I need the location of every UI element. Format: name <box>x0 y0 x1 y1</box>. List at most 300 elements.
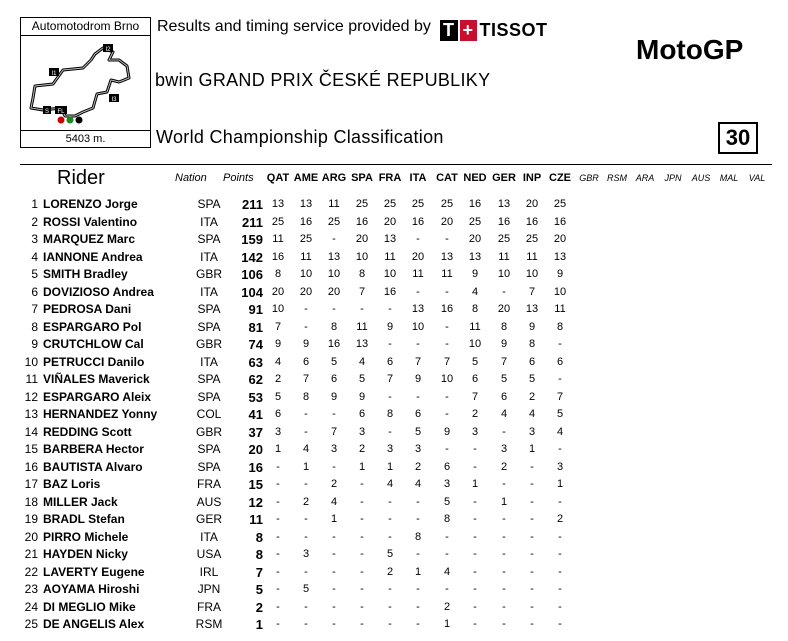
round-number: 30 <box>718 122 758 154</box>
nation-cell: ITA <box>200 284 218 299</box>
race-result-cell: 10 <box>497 268 511 280</box>
points-cell: 106 <box>241 267 263 282</box>
points-cell: 63 <box>248 354 263 370</box>
position-cell: 18 <box>24 494 38 509</box>
race-result-cell: 16 <box>411 215 425 228</box>
race-result-cell: 1 <box>358 460 366 473</box>
race-result-cell: - <box>530 530 534 543</box>
race-result-cell: 16 <box>497 215 511 228</box>
race-result-cell: 8 <box>414 530 422 543</box>
race-result-cell: - <box>276 583 280 595</box>
race-result-cell: - <box>502 600 506 613</box>
table-row <box>0 354 788 371</box>
position-cell: 23 <box>24 582 38 596</box>
red-marker-icon <box>58 117 65 124</box>
race-result-cell: - <box>332 565 336 578</box>
rider-name-cell: LORENZO Jorge <box>43 197 138 211</box>
race-result-cell: - <box>388 600 392 613</box>
circuit-length: 5403 m. <box>21 130 150 147</box>
race-result-cell: 16 <box>327 338 341 350</box>
race-result-cell: 13 <box>383 233 397 245</box>
race-result-cell: - <box>416 600 420 613</box>
race-column-header: GER <box>492 172 516 184</box>
position-cell: 11 <box>25 372 38 386</box>
race-column-header: CZE <box>549 172 571 184</box>
race-result-cell: - <box>530 478 534 490</box>
race-result-cell: 2 <box>414 460 422 473</box>
race-result-cell: 13 <box>525 303 539 315</box>
points-cell: 159 <box>241 232 263 247</box>
race-result-cell: - <box>332 583 336 595</box>
race-result-cell: 2 <box>528 390 536 403</box>
race-result-cell: 1 <box>274 443 282 455</box>
race-result-cell: - <box>332 408 336 420</box>
race-result-cell: 3 <box>330 443 338 455</box>
race-result-cell: 3 <box>274 425 282 438</box>
race-result-cell: 3 <box>414 443 422 455</box>
race-result-cell: 9 <box>528 320 536 333</box>
race-result-cell: 2 <box>330 478 338 490</box>
race-result-cell: - <box>304 478 308 490</box>
race-result-cell: - <box>502 618 506 630</box>
position-cell: 5 <box>31 267 38 281</box>
future-race-column-header: JPN <box>664 173 682 183</box>
race-result-cell: - <box>304 618 308 630</box>
race-result-cell: 7 <box>471 390 479 403</box>
race-result-cell: 13 <box>411 303 425 315</box>
table-row <box>0 214 788 231</box>
circuit-label-i1: I1 <box>51 71 57 77</box>
position-cell: 20 <box>24 529 38 544</box>
race-result-cell: - <box>332 303 336 315</box>
race-result-cell: - <box>416 495 420 508</box>
race-result-cell: - <box>473 548 477 560</box>
points-cell: 91 <box>248 302 263 317</box>
race-result-cell: 6 <box>358 408 366 420</box>
table-row <box>0 336 788 353</box>
rider-name-cell: ESPARGARO Pol <box>43 319 142 334</box>
race-result-cell: 10 <box>411 320 425 333</box>
race-result-cell: 8 <box>274 268 282 280</box>
race-result-cell: 20 <box>383 215 397 228</box>
sponsor-logo <box>440 20 548 41</box>
nation-cell: GER <box>195 512 222 526</box>
table-row <box>0 494 788 511</box>
table-row <box>0 249 788 266</box>
race-result-cell: 25 <box>497 233 511 245</box>
race-result-cell: - <box>332 548 336 560</box>
race-result-cell: 11 <box>272 233 284 245</box>
race-result-cell: - <box>332 530 336 543</box>
race-result-cell: 5 <box>471 355 479 368</box>
race-result-cell: 8 <box>302 390 310 403</box>
circuit-map-icon <box>23 38 149 130</box>
race-result-cell: 11 <box>526 250 538 263</box>
position-cell: 1 <box>31 197 38 211</box>
race-column-header: NED <box>463 172 487 184</box>
position-cell: 21 <box>24 547 38 561</box>
race-result-cell: - <box>304 320 308 333</box>
race-result-cell: - <box>304 425 308 438</box>
race-result-cell: - <box>360 495 364 508</box>
future-race-column-header: GBR <box>579 173 599 183</box>
race-result-cell: 10 <box>383 268 397 280</box>
race-result-cell: 6 <box>330 373 338 385</box>
race-result-cell: 6 <box>274 408 282 420</box>
race-result-cell: 4 <box>386 478 394 490</box>
rider-name-cell: PIRRO Michele <box>43 529 129 544</box>
nation-cell: SPA <box>197 389 221 404</box>
race-result-cell: 2 <box>386 565 394 578</box>
race-result-cell: 3 <box>386 443 394 455</box>
position-cell: 3 <box>31 232 38 246</box>
table-row <box>0 511 788 528</box>
race-result-cell: - <box>530 495 534 508</box>
race-result-cell: 13 <box>271 198 285 210</box>
race-result-cell: 3 <box>471 425 479 438</box>
race-result-cell: 16 <box>553 215 567 228</box>
race-result-cell: 8 <box>330 320 338 333</box>
race-column-header: ITA <box>409 172 427 184</box>
race-result-cell: 20 <box>355 233 369 245</box>
race-result-cell: 3 <box>302 548 310 560</box>
race-result-cell: 10 <box>327 268 341 280</box>
race-result-cell: 8 <box>443 513 451 525</box>
rider-name-cell: BRADL Stefan <box>43 512 125 526</box>
race-result-cell: 7 <box>414 355 422 368</box>
race-result-cell: - <box>416 285 420 298</box>
position-cell: 14 <box>24 424 38 439</box>
race-result-cell: 8 <box>386 408 394 420</box>
race-result-cell: - <box>304 513 308 525</box>
race-result-cell: 5 <box>386 548 394 560</box>
race-result-cell: 5 <box>414 425 422 438</box>
rider-name-cell: ESPARGARO Aleix <box>43 389 152 404</box>
race-result-cell: 6 <box>556 355 564 368</box>
rider-name-cell: IANNONE Andrea <box>43 249 143 264</box>
nation-cell: SPA <box>197 459 221 474</box>
race-result-cell: 3 <box>528 425 536 438</box>
rider-name-cell: HERNANDEZ Yonny <box>43 407 158 421</box>
race-result-cell: - <box>530 618 534 630</box>
points-cell: 5 <box>255 582 263 597</box>
race-result-cell: - <box>502 583 506 595</box>
race-result-cell: 9 <box>414 373 422 385</box>
race-result-cell: 5 <box>528 373 536 385</box>
race-result-cell: 20 <box>411 250 425 263</box>
race-result-cell: - <box>502 548 506 560</box>
position-cell: 22 <box>24 564 38 579</box>
race-result-cell: 5 <box>274 390 282 403</box>
race-result-cell: 10 <box>525 268 539 280</box>
race-result-cell: 9 <box>274 338 282 350</box>
race-result-cell: - <box>558 495 562 508</box>
points-cell: 74 <box>248 337 263 352</box>
race-result-cell: - <box>473 495 477 508</box>
race-result-cell: - <box>502 530 506 543</box>
race-result-cell: - <box>558 338 562 350</box>
race-result-cell: 25 <box>525 233 539 245</box>
race-result-cell: 11 <box>356 320 368 333</box>
race-result-cell: 11 <box>384 250 396 263</box>
nation-column-header: Nation <box>175 172 207 184</box>
position-cell: 8 <box>31 319 38 334</box>
points-cell: 7 <box>255 564 263 580</box>
race-result-cell: 4 <box>358 355 366 368</box>
event-title: bwin GRAND PRIX ČESKÉ REPUBLIKY <box>155 70 491 90</box>
rider-name-cell: BAUTISTA Alvaro <box>43 459 143 474</box>
race-result-cell: - <box>473 460 477 473</box>
points-cell: 142 <box>241 249 263 265</box>
race-result-cell: - <box>332 600 336 613</box>
race-result-cell: - <box>360 600 364 613</box>
race-result-cell: 2 <box>471 408 479 420</box>
race-result-cell: 6 <box>386 355 394 368</box>
race-result-cell: 4 <box>500 408 508 420</box>
race-result-cell: 4 <box>330 495 338 508</box>
nation-cell: SPA <box>197 442 221 456</box>
race-result-cell: - <box>276 478 280 490</box>
nation-cell: SPA <box>197 372 221 386</box>
race-result-cell: - <box>416 548 420 560</box>
race-result-cell: 7 <box>443 355 451 368</box>
race-result-cell: 4 <box>556 425 564 438</box>
race-result-cell: - <box>304 408 308 420</box>
race-result-cell: - <box>530 513 534 525</box>
race-result-cell: 13 <box>355 338 369 350</box>
race-result-cell: - <box>445 530 449 543</box>
race-result-cell: 9 <box>471 268 479 280</box>
race-result-cell: - <box>332 233 336 245</box>
table-row <box>0 546 788 563</box>
nation-cell: ITA <box>200 214 218 229</box>
race-result-cell: - <box>530 548 534 560</box>
race-result-cell: - <box>388 513 392 525</box>
race-result-cell: - <box>388 583 392 595</box>
position-cell: 10 <box>24 354 38 369</box>
points-cell: 1 <box>255 617 263 632</box>
race-result-cell: - <box>388 303 392 315</box>
race-column-header: CAT <box>436 172 458 184</box>
race-result-cell: - <box>473 600 477 613</box>
position-cell: 6 <box>31 284 38 299</box>
race-result-cell: 11 <box>498 250 510 263</box>
nation-cell: GBR <box>195 337 222 351</box>
table-row <box>0 231 788 248</box>
circuit-label-s: S <box>44 109 50 115</box>
race-result-cell: 3 <box>443 478 451 490</box>
race-result-cell: - <box>360 513 364 525</box>
race-result-cell: - <box>276 530 280 543</box>
race-result-cell: 3 <box>500 443 508 455</box>
table-row <box>0 319 788 336</box>
race-result-cell: - <box>445 548 449 560</box>
race-result-cell: 16 <box>468 198 482 210</box>
race-result-cell: 20 <box>497 303 511 315</box>
race-result-cell: 25 <box>411 198 425 210</box>
points-cell: 11 <box>249 512 263 527</box>
nation-cell: ITA <box>200 249 218 264</box>
points-cell: 16 <box>248 459 263 475</box>
position-cell: 17 <box>24 477 38 491</box>
race-result-cell: - <box>276 565 280 578</box>
race-result-cell: - <box>360 530 364 543</box>
rider-column-header: Rider <box>57 167 105 189</box>
race-result-cell: 25 <box>383 198 397 210</box>
provider-text: Results and timing service provided by <box>157 18 431 35</box>
race-result-cell: 25 <box>271 215 285 228</box>
race-result-cell: - <box>445 338 449 350</box>
points-cell: 8 <box>255 547 263 562</box>
race-result-cell: 10 <box>440 373 454 385</box>
race-result-cell: 13 <box>299 198 313 210</box>
race-result-cell: - <box>276 600 280 613</box>
race-result-cell: - <box>445 320 449 333</box>
swiss-cross-icon: + <box>460 20 477 41</box>
race-result-cell: - <box>360 303 364 315</box>
race-result-cell: - <box>502 513 506 525</box>
points-cell: 62 <box>248 372 263 387</box>
race-result-cell: 11 <box>469 320 481 333</box>
table-row <box>0 441 788 458</box>
race-result-cell: - <box>445 390 449 403</box>
nation-cell: AUS <box>196 494 222 509</box>
race-result-cell: 6 <box>500 390 508 403</box>
race-result-cell: - <box>558 618 562 630</box>
nation-cell: FRA <box>197 477 221 491</box>
race-result-cell: 2 <box>358 443 366 455</box>
rider-name-cell: MILLER Jack <box>43 494 118 509</box>
race-result-cell: 5 <box>443 495 451 508</box>
race-result-cell: - <box>304 565 308 578</box>
rider-name-cell: SMITH Bradley <box>43 267 128 281</box>
nation-cell: ITA <box>200 529 218 544</box>
race-result-cell: - <box>360 565 364 578</box>
race-result-cell: 11 <box>554 303 566 315</box>
race-result-cell: 16 <box>299 215 313 228</box>
nation-cell: ITA <box>200 354 218 369</box>
race-result-cell: 25 <box>327 215 341 228</box>
race-result-cell: - <box>388 530 392 543</box>
position-cell: 16 <box>24 459 38 474</box>
future-race-column-header: AUS <box>691 173 711 183</box>
race-result-cell: 1 <box>302 460 310 473</box>
race-result-cell: 9 <box>386 320 394 333</box>
race-result-cell: 7 <box>274 320 282 333</box>
race-result-cell: - <box>388 495 392 508</box>
race-result-cell: - <box>276 548 280 560</box>
rider-name-cell: DOVIZIOSO Andrea <box>43 284 154 299</box>
checkered-marker-icon <box>76 117 83 124</box>
points-cell: 15 <box>248 477 263 492</box>
race-result-cell: 4 <box>443 565 451 578</box>
race-result-cell: 16 <box>271 250 285 263</box>
race-result-cell: 2 <box>443 600 451 613</box>
race-result-cell: 9 <box>556 268 564 280</box>
category-title: MotoGP <box>636 34 744 65</box>
race-result-cell: 7 <box>386 373 394 385</box>
table-row <box>0 529 788 546</box>
race-result-cell: - <box>304 600 308 613</box>
race-result-cell: 20 <box>327 285 341 298</box>
race-result-cell: 8 <box>500 320 508 333</box>
race-result-cell: 11 <box>328 198 340 210</box>
nation-cell: IRL <box>199 564 219 579</box>
race-result-cell: 7 <box>500 355 508 368</box>
nation-cell: SPA <box>197 302 221 316</box>
race-result-cell: - <box>558 600 562 613</box>
race-result-cell: 13 <box>327 250 341 263</box>
position-cell: 15 <box>24 442 38 456</box>
race-result-cell: 13 <box>468 250 482 263</box>
race-result-cell: - <box>360 583 364 595</box>
rider-name-cell: DI MEGLIO Mike <box>43 599 136 614</box>
race-column-header: FRA <box>378 172 402 184</box>
race-result-cell: 11 <box>441 268 453 280</box>
rider-name-cell: HAYDEN Nicky <box>43 547 128 561</box>
rider-name-cell: CRUTCHLOW Cal <box>43 337 144 351</box>
race-result-cell: 10 <box>553 285 567 298</box>
position-cell: 4 <box>31 249 38 264</box>
race-result-cell: 4 <box>274 355 282 368</box>
nation-cell: SPA <box>197 319 221 334</box>
race-result-cell: 6 <box>471 373 479 385</box>
race-result-cell: 3 <box>556 460 564 473</box>
position-cell: 12 <box>24 389 38 404</box>
header-divider <box>20 164 772 165</box>
race-result-cell: 5 <box>330 355 338 368</box>
race-result-cell: - <box>304 303 308 315</box>
points-cell: 211 <box>242 214 263 230</box>
race-result-cell: 6 <box>528 355 536 368</box>
race-result-cell: 8 <box>358 268 366 280</box>
table-row <box>0 581 788 598</box>
race-result-cell: 6 <box>414 408 422 420</box>
race-result-cell: 4 <box>414 478 422 490</box>
race-result-cell: - <box>276 513 280 525</box>
race-result-cell: - <box>360 478 364 490</box>
race-result-cell: 20 <box>440 215 454 228</box>
race-result-cell: - <box>558 583 562 595</box>
race-result-cell: - <box>416 233 420 245</box>
table-row <box>0 564 788 581</box>
table-row <box>0 616 788 633</box>
race-result-cell: - <box>360 618 364 630</box>
rider-name-cell: ROSSI Valentino <box>43 214 138 229</box>
points-cell: 104 <box>241 284 263 300</box>
race-result-cell: - <box>530 600 534 613</box>
nation-cell: USA <box>196 547 222 561</box>
race-result-cell: - <box>388 618 392 630</box>
race-result-cell: - <box>276 618 280 630</box>
table-row <box>0 284 788 301</box>
race-result-cell: - <box>388 390 392 403</box>
rider-name-cell: MARQUEZ Marc <box>43 232 136 246</box>
race-result-cell: - <box>445 408 449 420</box>
race-result-cell: 1 <box>528 443 536 455</box>
nation-cell: COL <box>196 407 222 421</box>
circuit-info-box <box>20 17 151 148</box>
rider-name-cell: PEDROSA Dani <box>43 302 132 316</box>
points-cell: 81 <box>248 319 263 335</box>
race-result-cell: 8 <box>556 320 564 333</box>
race-result-cell: 1 <box>386 460 394 473</box>
points-cell: 41 <box>248 407 263 422</box>
circuit-label-i2: I2 <box>105 47 111 53</box>
race-result-cell: - <box>473 513 477 525</box>
race-result-cell: 1 <box>330 513 338 525</box>
circuit-label-fl: FL <box>57 109 65 115</box>
